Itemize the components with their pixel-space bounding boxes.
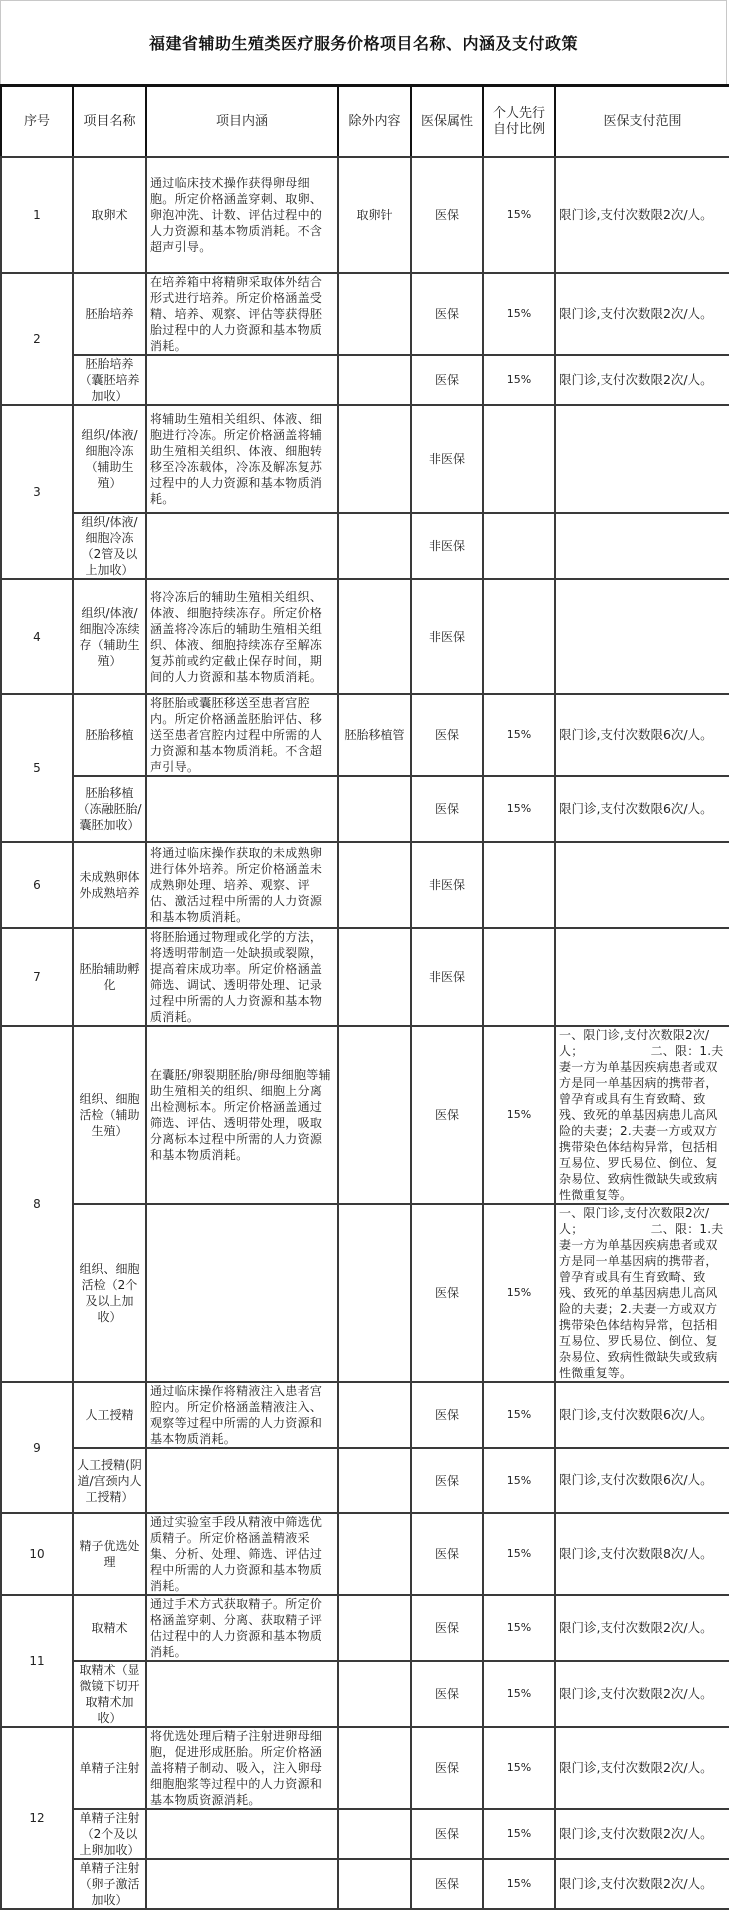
row-name: 胚胎移植（冻融胚胎/囊胚加收） — [73, 776, 146, 842]
row-exclusion — [338, 1448, 411, 1513]
table-row — [1, 1204, 729, 1382]
row-self-pay-ratio: 15% — [483, 776, 555, 842]
row-self-pay-ratio: 15% — [483, 1809, 555, 1859]
row-payment-scope: 限门诊,支付次数限2次/人。 — [555, 273, 729, 355]
row-no: 8 — [1, 1026, 73, 1382]
row-self-pay-ratio: 15% — [483, 273, 555, 355]
row-insurance-attr: 医保 — [411, 157, 483, 273]
row-name: 人工授精 — [73, 1382, 146, 1448]
row-self-pay-ratio — [483, 842, 555, 928]
row-insurance-attr: 非医保 — [411, 513, 483, 579]
table-row — [1, 928, 729, 1026]
row-content — [146, 1204, 338, 1382]
row-payment-scope: 限门诊,支付次数限2次/人。 — [555, 1595, 729, 1661]
row-insurance-attr: 医保 — [411, 694, 483, 776]
row-insurance-attr: 非医保 — [411, 842, 483, 928]
table-row — [1, 579, 729, 694]
row-exclusion — [338, 513, 411, 579]
row-insurance-attr: 医保 — [411, 1204, 483, 1382]
row-exclusion — [338, 405, 411, 513]
row-insurance-attr: 医保 — [411, 1513, 483, 1595]
row-self-pay-ratio: 15% — [483, 355, 555, 405]
row-exclusion — [338, 1859, 411, 1909]
table-row — [1, 842, 729, 928]
row-payment-scope — [555, 842, 729, 928]
document-title: 福建省辅助生殖类医疗服务价格项目名称、内涵及支付政策 — [148, 34, 578, 53]
row-insurance-attr: 非医保 — [411, 405, 483, 513]
row-insurance-attr: 医保 — [411, 1859, 483, 1909]
row-insurance-attr: 医保 — [411, 1661, 483, 1727]
row-insurance-attr: 医保 — [411, 1382, 483, 1448]
row-name: 组织、细胞活检（辅助生殖） — [73, 1026, 146, 1204]
row-name: 取精术 — [73, 1595, 146, 1661]
row-name: 胚胎辅助孵化 — [73, 928, 146, 1026]
row-exclusion — [338, 1026, 411, 1204]
row-content: 将胚胎通过物理或化学的方法，将透明带制造一处缺损或裂隙，提高着床成功率。所定价格涵盖筛选、调试、透明带处理、记录过程中所需的人力资源和基本物质消耗。 — [146, 928, 338, 1026]
row-exclusion — [338, 1727, 411, 1809]
row-content: 将辅助生殖相关组织、体液、细胞进行冷冻。所定价格涵盖将辅助生殖相关组织、体液、细胞转移至冷冻载体，冷冻及解冻复苏过程中的人力资源和基本物质消耗。 — [146, 405, 338, 513]
row-payment-scope: 限门诊,支付次数限2次/人。 — [555, 1661, 729, 1727]
row-content: 将冷冻后的辅助生殖相关组织、体液、细胞持续冻存。所定价格涵盖将冷冻后的辅助生殖相关组织、体液、细胞持续冻存至解冻复苏前或约定截止保存时间，期间的人力资源和基本物质消耗。 — [146, 579, 338, 694]
row-content — [146, 1859, 338, 1909]
row-payment-scope: 限门诊,支付次数限2次/人。 — [555, 1809, 729, 1859]
table-row — [1, 273, 729, 355]
row-self-pay-ratio: 15% — [483, 1727, 555, 1809]
table-row — [1, 1859, 729, 1909]
row-payment-scope: 限门诊,支付次数限6次/人。 — [555, 1448, 729, 1513]
row-name: 取卵术 — [73, 157, 146, 273]
row-content: 通过临床操作将精液注入患者宫腔内。所定价格涵盖精液注入、观察等过程中所需的人力资源和基本物质消耗。 — [146, 1382, 338, 1448]
table-header-row — [1, 86, 729, 158]
row-content: 将通过临床操作获取的未成熟卵进行体外培养。所定价格涵盖未成熟卵处理、培养、观察、评估、激活过程中所需的人力资源和基本物质消耗。 — [146, 842, 338, 928]
row-exclusion — [338, 579, 411, 694]
row-payment-scope — [555, 579, 729, 694]
row-content: 在培养箱中将精卵采取体外结合形式进行培养。所定价格涵盖受精、培养、观察、评估等获得胚胎过程中的人力资源和基本物质消耗。 — [146, 273, 338, 355]
row-name: 胚胎培养 — [73, 273, 146, 355]
row-payment-scope: 限门诊,支付次数限2次/人。 — [555, 1859, 729, 1909]
row-exclusion — [338, 776, 411, 842]
row-no: 3 — [1, 405, 73, 579]
row-name: 未成熟卵体外成熟培养 — [73, 842, 146, 928]
table-row — [1, 694, 729, 776]
row-content — [146, 1448, 338, 1513]
row-exclusion — [338, 1661, 411, 1727]
table-row — [1, 405, 729, 513]
row-name: 取精术（显微镜下切开取精术加收） — [73, 1661, 146, 1727]
row-self-pay-ratio: 15% — [483, 1859, 555, 1909]
table-row — [1, 1026, 729, 1204]
header-self-pay-ratio: 个人先行自付比例 — [483, 86, 555, 158]
row-no: 12 — [1, 1727, 73, 1909]
row-insurance-attr: 医保 — [411, 1809, 483, 1859]
row-no: 10 — [1, 1513, 73, 1595]
row-insurance-attr: 医保 — [411, 355, 483, 405]
row-exclusion — [338, 842, 411, 928]
row-content — [146, 355, 338, 405]
row-content: 在囊胚/卵裂期胚胎/卵母细胞等辅助生殖相关的组织、细胞上分离出检测标本。所定价格涵盖通过筛选、评估、透明带处理，吸取分离标本过程中所需的人力资源和基本物质消耗。 — [146, 1026, 338, 1204]
row-content: 通过实验室手段从精液中筛选优质精子。所定价格涵盖精液采集、分析、处理、筛选、评估过程中所需的人力资源和基本物质消耗。 — [146, 1513, 338, 1595]
row-name: 单精子注射（卵子激活加收） — [73, 1859, 146, 1909]
table-row — [1, 1382, 729, 1448]
row-name: 组织/体液/细胞冷冻（2管及以上加收） — [73, 513, 146, 579]
row-payment-scope — [555, 513, 729, 579]
row-no: 1 — [1, 157, 73, 273]
row-payment-scope: 限门诊,支付次数限8次/人。 — [555, 1513, 729, 1595]
row-exclusion — [338, 273, 411, 355]
row-payment-scope: 限门诊,支付次数限2次/人。 — [555, 355, 729, 405]
row-no: 6 — [1, 842, 73, 928]
row-exclusion: 胚胎移植管 — [338, 694, 411, 776]
row-exclusion — [338, 1595, 411, 1661]
table-row — [1, 513, 729, 579]
row-no: 5 — [1, 694, 73, 842]
row-no: 2 — [1, 273, 73, 405]
row-payment-scope: 一、限门诊,支付次数限2次/人； 二、限：1.夫妻一方为单基因疾病患者或双方是同一单基因病的携带者，曾孕育或具有生育致畸、致残、致死的单基因病患儿高风险的夫妻；2.夫妻一方或双方携带染色体结构异常，包括相互易位、罗氏易位、倒位、复杂易位、致病性微缺失或致病性微重复等。 — [555, 1204, 729, 1382]
row-self-pay-ratio: 15% — [483, 1595, 555, 1661]
row-insurance-attr: 医保 — [411, 1026, 483, 1204]
row-content: 通过手术方式获取精子。所定价格涵盖穿刺、分离、获取精子评估过程中的人力资源和基本物质消耗。 — [146, 1595, 338, 1661]
row-name: 组织、细胞活检（2个及以上加收） — [73, 1204, 146, 1382]
pricing-table — [0, 84, 729, 1910]
table-row — [1, 1513, 729, 1595]
row-insurance-attr: 非医保 — [411, 928, 483, 1026]
row-name: 精子优选处理 — [73, 1513, 146, 1595]
row-self-pay-ratio: 15% — [483, 1382, 555, 1448]
header-payment-scope: 医保支付范围 — [555, 86, 729, 158]
row-name: 胚胎培养（囊胚培养加收） — [73, 355, 146, 405]
table-row — [1, 157, 729, 273]
row-no: 7 — [1, 928, 73, 1026]
row-self-pay-ratio — [483, 928, 555, 1026]
table-row — [1, 776, 729, 842]
row-insurance-attr: 医保 — [411, 776, 483, 842]
row-insurance-attr: 医保 — [411, 273, 483, 355]
row-payment-scope: 限门诊,支付次数限2次/人。 — [555, 1727, 729, 1809]
row-payment-scope: 限门诊,支付次数限6次/人。 — [555, 694, 729, 776]
row-exclusion: 取卵针 — [338, 157, 411, 273]
row-no: 11 — [1, 1595, 73, 1727]
row-payment-scope: 一、限门诊,支付次数限2次/人； 二、限：1.夫妻一方为单基因疾病患者或双方是同一单基因病的携带者，曾孕育或具有生育致畸、致残、致死的单基因病患儿高风险的夫妻；2.夫妻一方或双方携带染色体结构异常，包括相互易位、罗氏易位、倒位、复杂易位、致病性微缺失或致病性微重复等。 — [555, 1026, 729, 1204]
row-payment-scope: 限门诊,支付次数限6次/人。 — [555, 1382, 729, 1448]
row-name: 组织/体液/细胞冷冻续存（辅助生殖） — [73, 579, 146, 694]
header-name: 项目名称 — [73, 86, 146, 158]
row-name: 组织/体液/细胞冷冻（辅助生殖） — [73, 405, 146, 513]
row-self-pay-ratio: 15% — [483, 694, 555, 776]
row-exclusion — [338, 1513, 411, 1595]
header-exclusion: 除外内容 — [338, 86, 411, 158]
row-self-pay-ratio: 15% — [483, 1204, 555, 1382]
row-insurance-attr: 医保 — [411, 1595, 483, 1661]
row-self-pay-ratio: 15% — [483, 1513, 555, 1595]
table-row — [1, 355, 729, 405]
row-name: 单精子注射（2个及以上卵加收） — [73, 1809, 146, 1859]
row-content: 通过临床技术操作获得卵母细胞。所定价格涵盖穿刺、取卵、卵泡冲洗、计数、评估过程中的人力资源和基本物质消耗。不含超声引导。 — [146, 157, 338, 273]
table-row — [1, 1595, 729, 1661]
header-content: 项目内涵 — [146, 86, 338, 158]
row-insurance-attr: 非医保 — [411, 579, 483, 694]
row-exclusion — [338, 1204, 411, 1382]
table-row — [1, 1727, 729, 1809]
row-content — [146, 1661, 338, 1727]
row-name: 单精子注射 — [73, 1727, 146, 1809]
row-content: 将胚胎或囊胚移送至患者宫腔内。所定价格涵盖胚胎评估、移送至患者宫腔内过程中所需的人力资源和基本物质消耗。不含超声引导。 — [146, 694, 338, 776]
header-insurance-attr: 医保属性 — [411, 86, 483, 158]
row-name: 胚胎移植 — [73, 694, 146, 776]
row-content: 将优选处理后精子注射进卵母细胞，促进形成胚胎。所定价格涵盖将精子制动、吸入，注入卵母细胞胞浆等过程中的人力资源和基本物质资源消耗。 — [146, 1727, 338, 1809]
table-row — [1, 1448, 729, 1513]
row-payment-scope — [555, 928, 729, 1026]
row-no: 4 — [1, 579, 73, 694]
row-self-pay-ratio — [483, 579, 555, 694]
table-row — [1, 1661, 729, 1727]
row-name: 人工授精(阴道/宫颈内人工授精） — [73, 1448, 146, 1513]
row-self-pay-ratio: 15% — [483, 1026, 555, 1204]
row-self-pay-ratio: 15% — [483, 157, 555, 273]
row-exclusion — [338, 1382, 411, 1448]
row-exclusion — [338, 928, 411, 1026]
title-bar — [0, 0, 727, 84]
row-payment-scope: 限门诊,支付次数限2次/人。 — [555, 157, 729, 273]
row-exclusion — [338, 355, 411, 405]
row-content — [146, 776, 338, 842]
row-insurance-attr: 医保 — [411, 1727, 483, 1809]
row-content — [146, 513, 338, 579]
row-insurance-attr: 医保 — [411, 1448, 483, 1513]
row-self-pay-ratio: 15% — [483, 1448, 555, 1513]
row-self-pay-ratio — [483, 513, 555, 579]
row-self-pay-ratio — [483, 405, 555, 513]
row-no: 9 — [1, 1382, 73, 1513]
row-self-pay-ratio: 15% — [483, 1661, 555, 1727]
row-payment-scope: 限门诊,支付次数限6次/人。 — [555, 776, 729, 842]
row-payment-scope — [555, 405, 729, 513]
header-no: 序号 — [1, 86, 73, 158]
